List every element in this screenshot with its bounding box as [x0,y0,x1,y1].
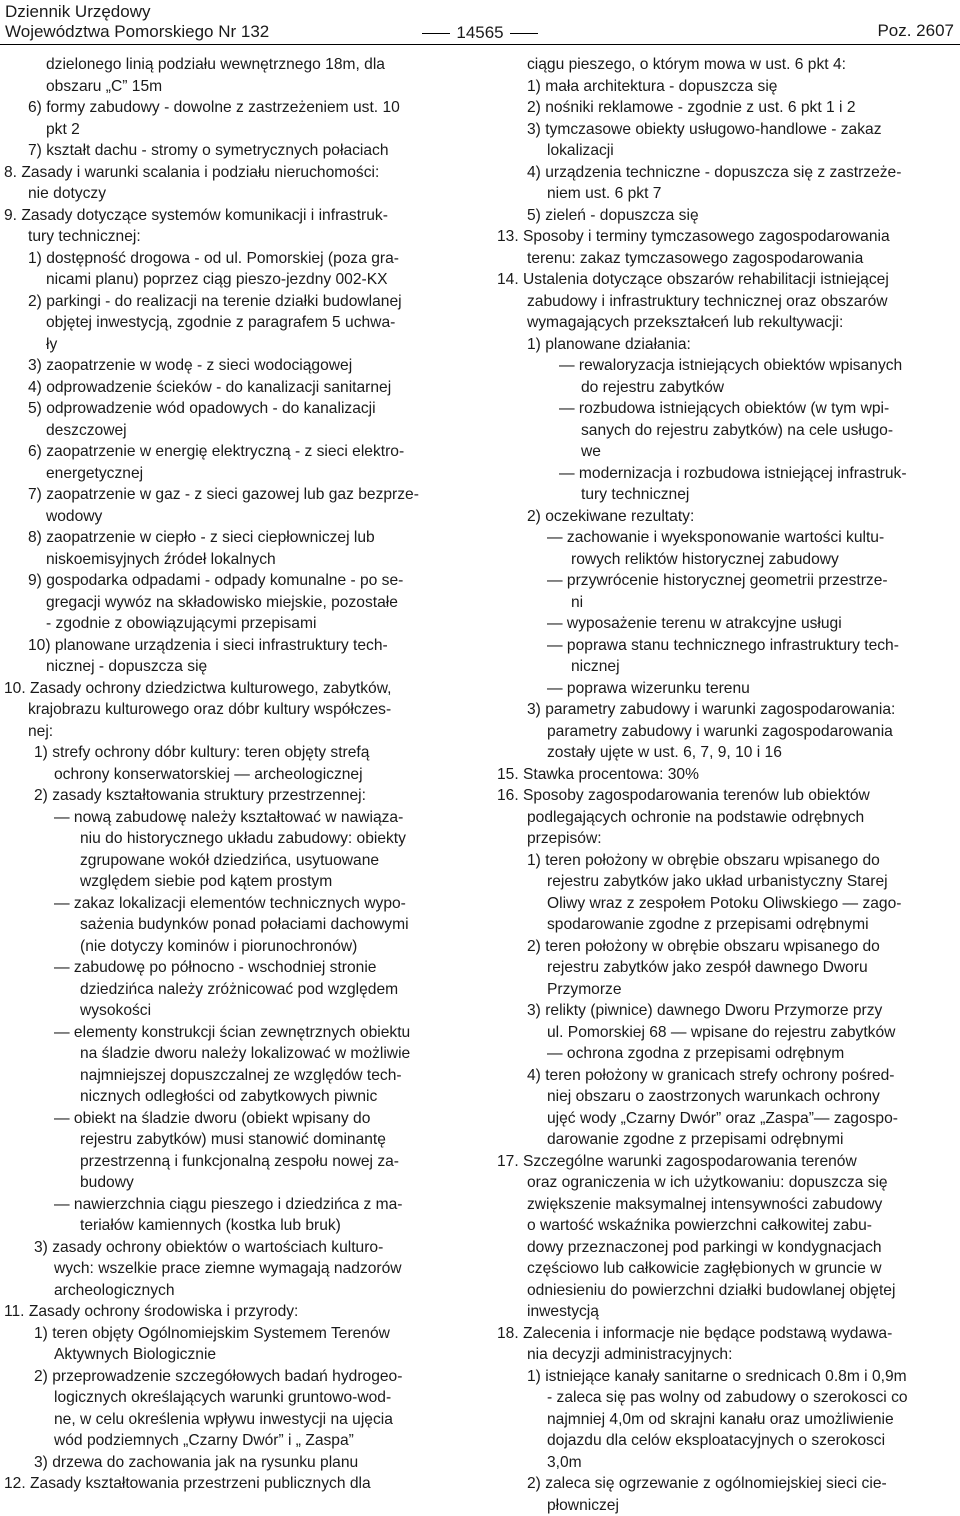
text-line: 3) tymczasowe obiekty usługowo-handlowe - zakaz [497,119,959,141]
text-line: 2) parkingi - do realizacji na terenie działki budowlanej [4,291,470,313]
text-line: 9. Zasady dotyczące systemów komunikacji i infrastruk- [4,205,470,227]
text-line: Przymorze [497,979,959,1001]
text-line: oraz ograniczenia w ich użytkowaniu: dopuszcza się [497,1172,959,1194]
text-line: 15. Stawka procentowa: 30% [497,764,959,786]
text-line: 1) dostępność drogowa - od ul. Pomorskiej (poza gra- [4,248,470,270]
text-line: na śladzie dworu należy lokalizować w możliwie [4,1043,470,1065]
text-line: częściowo lub całkowicie zagłębionych w gruncie w [497,1258,959,1280]
text-line: logicznych określających warunki gruntowo-wod- [4,1387,470,1409]
text-line: wymagających przekształceń lub rekultywacji: [497,312,959,334]
text-line: niem ust. 6 pkt 7 [497,183,959,205]
text-line: płowniczej [497,1495,959,1516]
text-line: 3) drzewa do zachowania jak na rysunku planu [4,1452,470,1474]
text-line: 1) teren objęty Ogólnomiejskim Systemem Terenów [4,1323,470,1345]
page-number-dash-right [510,33,538,34]
text-line: zabudowy i infrastruktury technicznej oraz obszarów [497,291,959,313]
text-line: 4) odprowadzenie ścieków - do kanalizacji sanitarnej [4,377,470,399]
text-line: zostały ujęte w ust. 6, 7, 9, 10 i 16 [497,742,959,764]
text-line: nej: [4,721,470,743]
text-line: najmniejszej dopuszczalnej ze względów tech- [4,1065,470,1087]
text-line: wód podziemnych „Czarny Dwór” i „ Zaspa” [4,1430,470,1452]
text-line: ul. Pomorskiej 68 — wpisane do rejestru zabytków [497,1022,959,1044]
text-line: 10. Zasady ochrony dziedzictwa kulturowego, zabytków, [4,678,470,700]
text-line: ciągu pieszego, o którym mowa w ust. 6 pkt 4: [497,54,959,76]
text-line: 1) planowane działania: [497,334,959,356]
text-line: 5) zieleń - dopuszcza się [497,205,959,227]
text-line: ły [4,334,470,356]
position-number: Poz. 2607 [877,21,954,41]
text-line: niskoemisyjnych źródeł lokalnych [4,549,470,571]
text-line: ne, w celu określenia wpływu inwestycji na ujęcia [4,1409,470,1431]
text-line: 2) zasady kształtowania struktury przestrzennej: [4,785,470,807]
text-line: 2) nośniki reklamowe - zgodnie z ust. 6 pkt 1 i 2 [497,97,959,119]
text-line: względem siebie pod kątem prostym [4,871,470,893]
text-line: przepisów: [497,828,959,850]
text-line: nicami planu) poprzez ciąg pieszo-jezdny 002-KX [4,269,470,291]
text-line: rejestru zabytków) musi stanowić dominantę [4,1129,470,1151]
text-line: — zakaz lokalizacji elementów technicznych wypo- [4,893,470,915]
text-line: nicznych odległości od zabytkowych piwnic [4,1086,470,1108]
text-line: — poprawa wizerunku terenu [497,678,959,700]
text-line: archeologicznych [4,1280,470,1302]
text-line: 2) zaleca się ogrzewanie z ogólnomiejskiej sieci cie- [497,1473,959,1495]
text-line: zgrupowane wokół dziedzińca, usytuowane [4,850,470,872]
text-line: rejestru zabytków jako układ urbanistyczny Starej [497,871,959,893]
text-line: dojazdu dla celów eksploatacyjnych o szerokosci [497,1430,959,1452]
text-line: dziedzińca należy zróżnicować pod względem [4,979,470,1001]
text-line: 1) istniejące kanały sanitarne o srednicach 0.8m i 0,9m [497,1366,959,1388]
page-number-text: 14565 [456,23,503,42]
text-line: wych: wszelkie prace ziemne wymagają nadzorów [4,1258,470,1280]
text-line: objętej inwestycją, zgodnie z paragrafem 5 uchwa- [4,312,470,334]
text-line: ni [497,592,959,614]
text-line: 2) przeprowadzenie szczegółowych badań hydrogeo- [4,1366,470,1388]
text-line: 18. Zalecenia i informacje nie będące podstawą wydawa- [497,1323,959,1345]
left-column [4,54,470,1495]
text-line: wodowy [4,506,470,528]
text-line: — poprawa stanu technicznego infrastruktury tech- [497,635,959,657]
text-line: odniesieniu do powierzchni działki budowlanej objętej [497,1280,959,1302]
text-line: rejestru zabytków jako zespół dawnego Dworu [497,957,959,979]
text-line: 7) kształt dachu - stromy o symetrycznych połaciach [4,140,470,162]
text-line: 4) teren położony w granicach strefy ochrony pośred- [497,1065,959,1087]
text-line: 17. Szczególne warunki zagospodarowania terenów [497,1151,959,1173]
text-line: 3) zasady ochrony obiektów o wartościach kulturo- [4,1237,470,1259]
text-line: - zaleca się pas wolny od zabudowy o szerokosci co [497,1387,959,1409]
text-line: 3,0m [497,1452,959,1474]
text-line: sanych do rejestru zabytków) na cele usługo- [497,420,959,442]
text-line: 6) formy zabudowy - dowolne z zastrzeżeniem ust. 10 [4,97,470,119]
text-line: deszczowej [4,420,470,442]
text-line: najmniej 4,0m od skrajni kanału oraz umożliwienie [497,1409,959,1431]
text-line: 6) zaopatrzenie w energię elektryczną - z sieci elektro- [4,441,470,463]
page-header [0,0,960,45]
text-line: ochrony konserwatorskiej — archeologicznej [4,764,470,786]
text-line: inwestycją [497,1301,959,1323]
text-line: 3) parametry zabudowy i warunki zagospodarowania: [497,699,959,721]
text-line: sażenia budynków ponad połaciami dachowymi [4,914,470,936]
text-line: 8. Zasady i warunki scalania i podziału nieruchomości: [4,162,470,184]
page-number [0,23,960,43]
text-line: — wyposażenie terenu w atrakcyjne usługi [497,613,959,635]
text-line: dowy przeznaczonej pod parkingi w kondygnacjach [497,1237,959,1259]
text-line: 9) gospodarka odpadami - odpady komunalne - po se- [4,570,470,592]
text-line: - zgodnie z obowiązującymi przepisami [4,613,470,635]
journal-issue: Województwa Pomorskiego Nr 132 [5,22,269,42]
text-line: gregacji wywóz na składowisko miejskie, pozostałe [4,592,470,614]
text-line: 14. Ustalenia dotyczące obszarów rehabilitacji istniejącej [497,269,959,291]
text-line: do rejestru zabytków [497,377,959,399]
text-line: nicznej - dopuszcza się [4,656,470,678]
right-column [497,54,959,1516]
text-line: Oliwy wraz z zespołem Potoku Oliwskiego — zago- [497,893,959,915]
text-line: obszaru „C” 15m [4,76,470,98]
text-line: 10) planowane urządzenia i sieci infrastruktury tech- [4,635,470,657]
text-line: 2) teren położony w obrębie obszaru wpisanego do [497,936,959,958]
text-line: tury technicznej: [4,226,470,248]
page-number-dash-left [422,33,450,34]
text-line: 13. Sposoby i terminy tymczasowego zagospodarowania [497,226,959,248]
text-line: 3) zaopatrzenie w wodę - z sieci wodociągowej [4,355,470,377]
text-line: 5) odprowadzenie wód opadowych - do kanalizacji [4,398,470,420]
text-line: przestrzenną i funkcjonalną zespołu nowej za- [4,1151,470,1173]
text-line: lokalizacji [497,140,959,162]
journal-name: Dziennik Urzędowy [5,2,269,22]
text-line: darowanie zgodne z przepisami odrębnymi [497,1129,959,1151]
text-line: tury technicznej [497,484,959,506]
text-line: — rozbudowa istniejących obiektów (w tym wpi- [497,398,959,420]
text-line: 1) strefy ochrony dóbr kultury: teren objęty strefą [4,742,470,764]
text-line: — obiekt na śladzie dworu (obiekt wpisany do [4,1108,470,1130]
text-line: pkt 2 [4,119,470,141]
text-line: 8) zaopatrzenie w ciepło - z sieci ciepłowniczej lub [4,527,470,549]
text-line: 1) mała architektura - dopuszcza się [497,76,959,98]
text-line: podlegających ochronie na podstawie odrębnych [497,807,959,829]
text-line: nia decyzji administracyjnych: [497,1344,959,1366]
text-line: spodarowanie zgodne z przepisami odrębnymi [497,914,959,936]
text-line: 11. Zasady ochrony środowiska i przyrody: [4,1301,470,1323]
text-line: 16. Sposoby zagospodarowania terenów lub obiektów [497,785,959,807]
text-line: — zachowanie i wyeksponowanie wartości kultu- [497,527,959,549]
text-line: 2) oczekiwane rezultaty: [497,506,959,528]
text-line: budowy [4,1172,470,1194]
text-line: — nową zabudowę należy kształtować w nawiąza- [4,807,470,829]
text-line: 3) relikty (piwnice) dawnego Dworu Przymorze przy [497,1000,959,1022]
text-line: parametry zabudowy i warunki zagospodarowania [497,721,959,743]
text-line: — rewaloryzacja istniejących obiektów wpisanych [497,355,959,377]
text-line: — przywrócenie historycznej geometrii przestrze- [497,570,959,592]
text-line: dzielonego linią podziału wewnętrznego 18m, dla [4,54,470,76]
text-line: we [497,441,959,463]
text-line: — modernizacja i rozbudowa istniejącej infrastruk- [497,463,959,485]
text-line: 7) zaopatrzenie w gaz - z sieci gazowej lub gaz bezprze- [4,484,470,506]
text-line: zwiększenie maksymalnej intensywności zabudowy [497,1194,959,1216]
text-line: ujęć wody „Czarny Dwór” oraz „Zaspa”— zagospo- [497,1108,959,1130]
text-line: 1) teren położony w obrębie obszaru wpisanego do [497,850,959,872]
text-line: nicznej [497,656,959,678]
text-line: wysokości [4,1000,470,1022]
text-line: krajobrazu kulturowego oraz dóbr kultury współczes- [4,699,470,721]
text-line: — ochrona zgodna z przepisami odrębnym [497,1043,959,1065]
text-line: niu do historycznego układu zabudowy: obiekty [4,828,470,850]
text-line: 4) urządzenia techniczne - dopuszcza się z zastrzeże- [497,162,959,184]
text-line: Aktywnych Biologicznie [4,1344,470,1366]
text-line: teriałów kamiennych (kostka lub bruk) [4,1215,470,1237]
text-line: — zabudowę po północno - wschodniej stronie [4,957,470,979]
text-line: rowych reliktów historycznej zabudowy [497,549,959,571]
text-line: 12. Zasady kształtowania przestrzeni publicznych dla [4,1473,470,1495]
text-line: — elementy konstrukcji ścian zewnętrznych obiektu [4,1022,470,1044]
text-line: nie dotyczy [4,183,470,205]
text-line: — nawierzchnia ciągu pieszego i dziedzińca z ma- [4,1194,470,1216]
text-line: (nie dotyczy kominów i piorunochronów) [4,936,470,958]
text-line: o wartość wskaźnika powierzchni całkowitej zabu- [497,1215,959,1237]
text-line: niej obszaru o zaostrzonych warunkach ochrony [497,1086,959,1108]
text-line: energetycznej [4,463,470,485]
text-line: terenu: zakaz tymczasowego zagospodarowania [497,248,959,270]
